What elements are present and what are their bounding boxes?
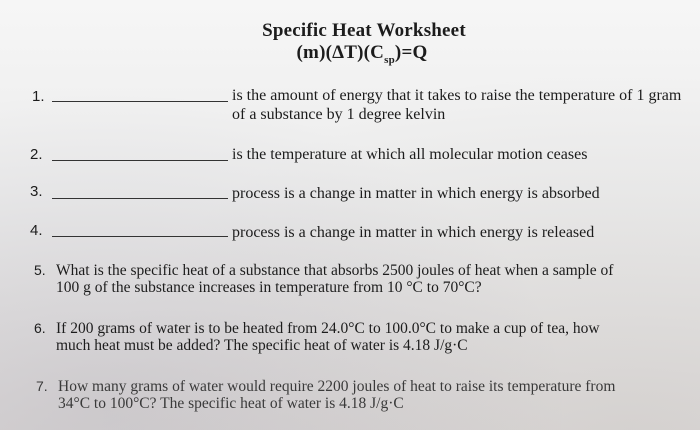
question-5 [34, 262, 696, 296]
item-number: 1. [32, 88, 45, 105]
question-number: 6. [34, 320, 46, 336]
answer-blank[interactable] [52, 101, 228, 102]
item-text: is the amount of energy that it takes to raise the temperature of 1 gram of a substance by 1 degree kelvin [232, 87, 682, 123]
answer-blank[interactable] [52, 236, 228, 237]
item-number: 4. [30, 222, 43, 239]
answer-blank[interactable] [52, 160, 228, 161]
item-text: process is a change in matter in which energy is absorbed [232, 185, 600, 202]
question-line: 34°C to 100°C? The specific heat of water is 4.18 J/g·C [58, 395, 404, 412]
question-line: much heat must be added? The specific heat of water is 4.18 J/g·C [56, 337, 468, 354]
question-6 [34, 320, 696, 354]
item-number: 3. [30, 183, 43, 200]
question-line: If 200 grams of water is to be heated from 24.0°C to 100.0°C to make a cup of tea, how [56, 320, 600, 337]
item-text: process is a change in matter in which energy is released [232, 224, 595, 241]
specific-heat-equation: $(m)(\Delta T)(C_{sp})=Q$ [296, 42, 428, 66]
worksheet-title: Specific Heat Worksheet [262, 20, 466, 41]
item-number: 2. [30, 146, 43, 163]
question-line: 100 g of the substance increases in temperature from 10 °C to 70°C? [56, 279, 482, 296]
question-7 [36, 378, 698, 412]
question-line: What is the specific heat of a substance that absorbs 2500 joules of heat when a sample of [56, 262, 614, 279]
question-line: How many grams of water would require 2200 joules of heat to raise its temperature from [58, 378, 616, 395]
answer-blank[interactable] [52, 198, 228, 199]
question-number: 5. [34, 262, 46, 278]
item-text: is the temperature at which all molecular motion ceases [232, 146, 588, 163]
question-number: 7. [36, 378, 48, 394]
